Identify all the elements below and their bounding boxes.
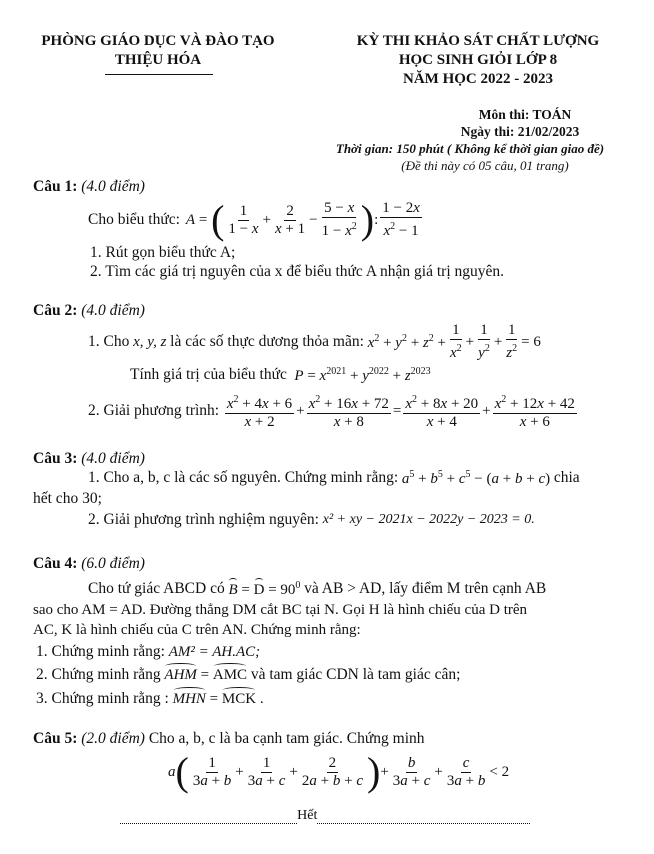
q1-heading [33, 178, 145, 196]
end-marker: Hết [297, 808, 318, 823]
q3-points: (4.0 điểm) [81, 450, 145, 467]
q4-item3: 3. Chứng minh rằng : MHN = MCK . [36, 690, 264, 707]
exam-header [318, 32, 638, 89]
school-year: NĂM HỌC 2022 - 2023 [403, 71, 553, 87]
header-underline [105, 74, 213, 75]
q2-label: Câu 2: [33, 302, 78, 319]
q5-inequality: a ( $\frac{1}{3a + b}$ + $\frac{1}{3a + c}$ + $\frac{2}{2a + b + c}$ ) + $\frac{b}{3a + c}$ + $\frac{c}{3a + b}$ < 2 [168, 749, 510, 794]
q1-expression: Cho biểu thức: A = ( $\frac{1}{1 - x}$ + $\frac{2}{x + 1}$ − $\frac{5 - x}{1 - x^2}$ ) : $\frac{1 - 2x}{x^2 - 1}$ [88, 197, 420, 242]
q5-label: Câu 5: [33, 730, 78, 747]
q3-equation: x² + xy − 2021x − 2022y − 2023 = 0. [322, 512, 535, 527]
time-line: Thời gian: 150 phút ( Không kể thời gian giao đề) [335, 141, 605, 156]
q4-para2: sao cho AM = AD. Đường thẳng DM cắt BC tại N. Gọi H là hình chiếu của D trên [33, 602, 528, 618]
q5-heading [33, 730, 425, 748]
q5-points: (2.0 điểm) [81, 730, 145, 747]
q4-para1: Cho tứ giác ABCD có $B = D = 90^0$ và AB > AD, lấy điểm M trên cạnh AB [88, 579, 547, 598]
q1-item1: 1. Rút gọn biểu thức A; [90, 244, 236, 261]
q3-label: Câu 3: [33, 450, 78, 467]
q5-text: Cho a, b, c là ba cạnh tam giác. Chứng minh [148, 730, 425, 747]
q2-condition: 1. Cho x, y, z là các số thực dương thỏa mãn: $x^2 + y^2 + z^2$ + $\frac{1}{x^2}$ + $\frac{1}{y^2}$ + $\frac{1}{z^2}$ = 6 [88, 322, 541, 361]
q1-intro: Cho biểu thức: [88, 211, 180, 228]
q3-item1: 1. Cho a, b, c là các số nguyên. Chứng minh rằng: $a^5 + b^5 + c^5 - (a + b + c)$ chia [88, 468, 580, 487]
exam-title: KỲ THI KHẢO SÁT CHẤT LƯỢNG [356, 33, 600, 49]
q3-item2: 2. Giải phương trình nghiệm nguyên: x² + xy − 2021x − 2022y − 2023 = 0. [88, 511, 535, 528]
q2-calc: Tính giá trị của biểu thức $P = x^{2021} + y^{2022} + z^{2023}$ [130, 365, 431, 384]
subject-line: Môn thi: TOÁN [478, 107, 572, 122]
q3-heading [33, 450, 145, 468]
q2-points: (4.0 điểm) [81, 302, 145, 319]
q4-para3: AC, K là hình chiếu của C trên AN. Chứng minh rằng: [33, 622, 361, 638]
district-name: THIỆU HÓA [114, 52, 202, 68]
date-line: Ngày thi: 21/02/2023 [460, 124, 580, 139]
q4-points: (6.0 điểm) [81, 555, 145, 572]
q1-points: (4.0 điểm) [81, 178, 145, 195]
q4-item1-eq: AM² = AH.AC; [168, 643, 261, 660]
department-header [22, 32, 294, 70]
q1-label: Câu 1: [33, 178, 78, 195]
department-name: PHÒNG GIÁO DỤC VÀ ĐÀO TẠO [41, 33, 275, 49]
q4-item2: 2. Chứng minh rằng AHM = AMC và tam giác CDN là tam giác cân; [36, 666, 461, 683]
pages-line: (Đề thi này có 05 câu, 01 trang) [401, 158, 569, 173]
q2-equation: 2. Giải phương trình: $\frac{x^2 + 4x + 6}{x + 2}$ + $\frac{x^2 + 16x + 72}{x + 8}$ = $\frac{x^2 + 8x + 20}{x + 4}$ + $\frac{x^2 + 12x + 42}{x + 6}$ [88, 390, 579, 432]
q3-item1-cont: hết cho 30; [33, 490, 102, 507]
q4-heading [33, 555, 145, 573]
q1-item2: 2. Tìm các giá trị nguyên của x để biểu thức A nhận giá trị nguyên. [90, 263, 505, 280]
exam-level: HỌC SINH GIỎI LỚP 8 [398, 52, 558, 68]
q4-item1: 1. Chứng minh rằng: AM² = AH.AC; [36, 643, 261, 660]
exam-info [300, 106, 640, 174]
footer-end [120, 808, 530, 824]
q4-label: Câu 4: [33, 555, 78, 572]
q2-heading [33, 302, 145, 320]
